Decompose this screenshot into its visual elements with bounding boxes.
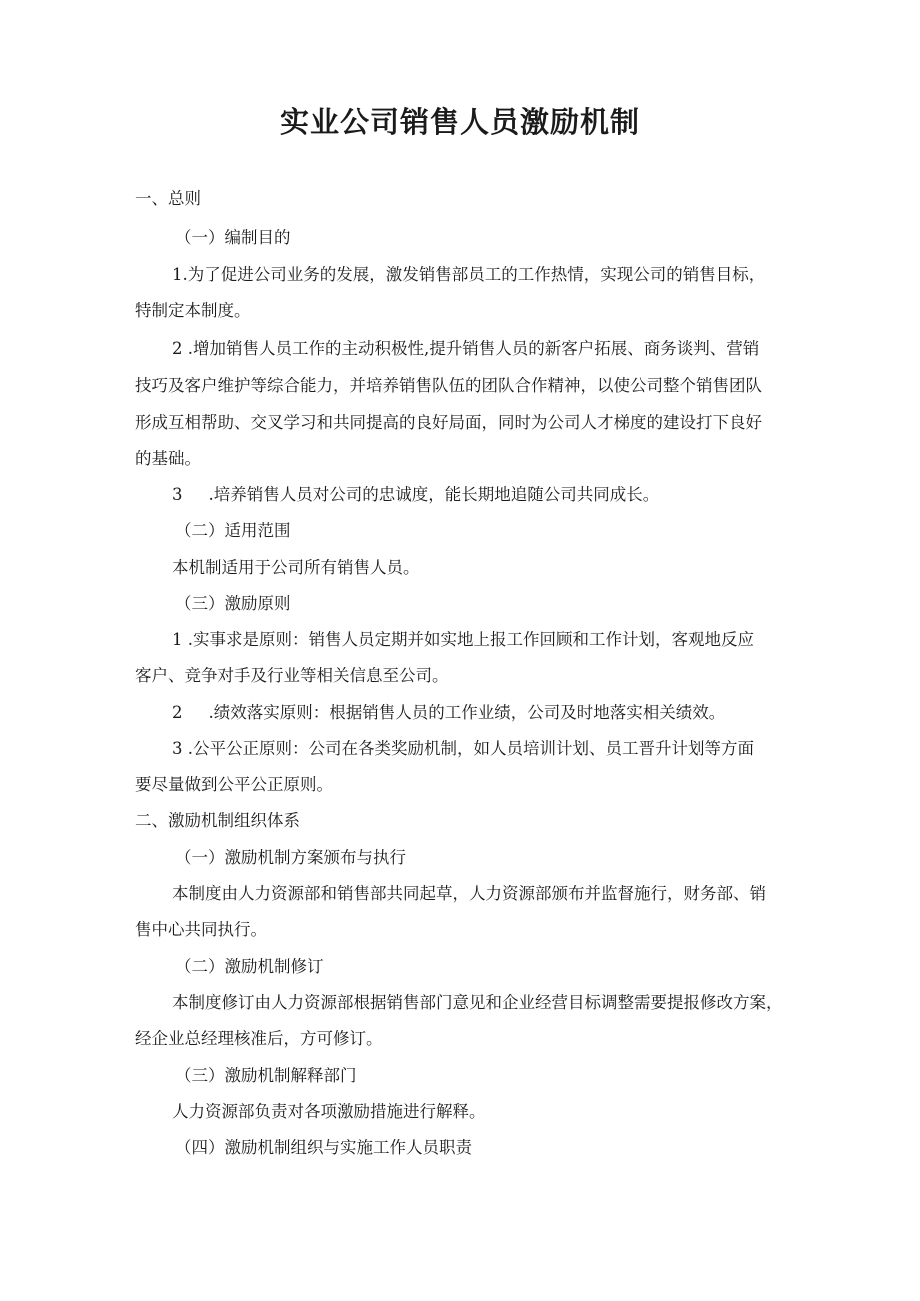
list-number: 2 bbox=[172, 703, 183, 722]
paragraph-line: 技巧及客户维护等综合能力，并培养销售队伍的团队合作精神，以使公司整个销售团队 bbox=[135, 376, 762, 395]
subsection-heading-duties: （四）激励机制组织与实施工作人员职责 bbox=[175, 1138, 472, 1157]
section-heading-organization: 二、激励机制组织体系 bbox=[135, 811, 300, 830]
document-title: 实业公司销售人员激励机制 bbox=[279, 105, 640, 139]
paragraph-line: 经企业总经理核准后，方可修订。 bbox=[135, 1029, 383, 1048]
paragraph-line bbox=[172, 703, 725, 723]
paragraph-line: 1.为了促进公司业务的发展，激发销售部员工的工作热情，实现公司的销售目标， bbox=[172, 265, 766, 284]
paragraph-line: 本制度由人力资源部和销售部共同起草，人力资源部颁布并监督施行，财务部、销 bbox=[172, 884, 766, 903]
paragraph-line: 客户、竞争对手及行业等相关信息至公司。 bbox=[135, 666, 449, 685]
paragraph-line: 形成互相帮助、交叉学习和共同提高的良好局面，同时为公司人才梯度的建设打下良好 bbox=[135, 413, 762, 432]
paragraph-line: 本制度修订由人力资源部根据销售部门意见和企业经营目标调整需要提报修改方案， bbox=[172, 993, 783, 1012]
subsection-heading-revision: （二）激励机制修订 bbox=[175, 957, 324, 976]
paragraph-line: 2 .增加销售人员工作的主动积极性,提升销售人员的新客户拓展、商务谈判、营销 bbox=[172, 339, 760, 358]
paragraph-line: 的基础。 bbox=[135, 449, 201, 468]
paragraph-line: 售中心共同执行。 bbox=[135, 920, 267, 939]
section-heading-general: 一、总则 bbox=[135, 189, 201, 208]
list-text: .绩效落实原则：根据销售人员的工作业绩，公司及时地落实相关绩效。 bbox=[208, 703, 726, 722]
subsection-heading-scope: （二）适用范围 bbox=[175, 521, 291, 540]
paragraph-line: 本机制适用于公司所有销售人员。 bbox=[172, 558, 420, 577]
list-text: .培养销售人员对公司的忠诚度，能长期地追随公司共同成长。 bbox=[208, 485, 660, 504]
paragraph-line bbox=[172, 485, 659, 505]
subsection-heading-issue: （一）激励机制方案颁布与执行 bbox=[175, 848, 406, 867]
list-number: 3 bbox=[172, 485, 183, 504]
subsection-heading-interpretation: （三）激励机制解释部门 bbox=[175, 1066, 357, 1085]
paragraph-line: 特制定本制度。 bbox=[135, 301, 251, 320]
subsection-heading-principles: （三）激励原则 bbox=[175, 594, 291, 613]
subsection-heading-purpose: （一）编制目的 bbox=[175, 228, 291, 247]
paragraph-line: 1 .实事求是原则：销售人员定期并如实地上报工作回顾和工作计划，客观地反应 bbox=[172, 630, 754, 649]
paragraph-line: 人力资源部负责对各项激励措施进行解释。 bbox=[172, 1102, 486, 1121]
paragraph-line: 3 .公平公正原则：公司在各类奖励机制，如人员培训计划、员工晋升计划等方面 bbox=[172, 739, 754, 758]
paragraph-line: 要尽量做到公平公正原则。 bbox=[135, 775, 333, 794]
